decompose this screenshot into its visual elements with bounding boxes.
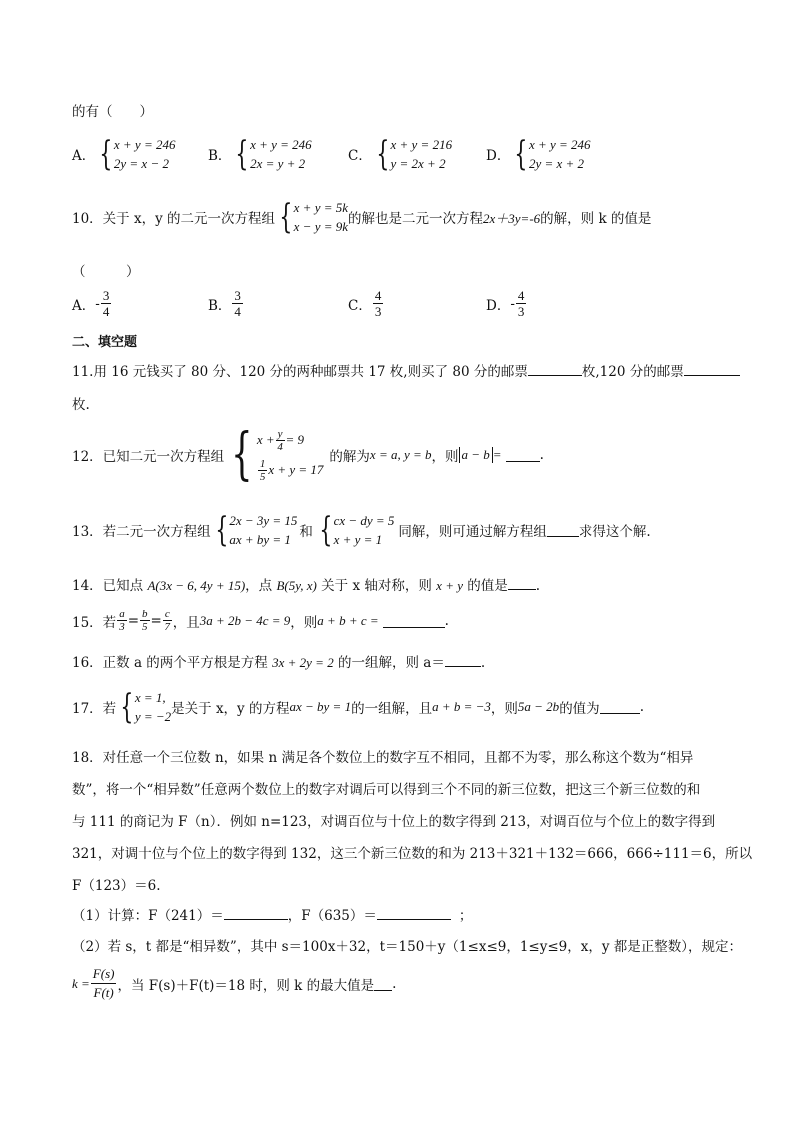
q13-stem: 13．若二元一次方程组 { 2x − 3y = 15 ax + by = 1 和 { cx − dy = 5 x + y = 1 同解，则可通过解方程组 求得这个解.: [72, 510, 651, 550]
q18-part2-cont: [72, 965, 396, 1002]
numerator: 4: [374, 288, 382, 303]
q15-end: .: [444, 612, 449, 629]
q17-text: ，则: [490, 701, 518, 717]
q16-text: 16．正数 a 的两个平方根是方程: [72, 655, 273, 671]
option-label: D．: [486, 148, 511, 164]
equation: 2x = y + 2: [250, 156, 306, 171]
equation: y = −2: [134, 709, 172, 724]
q9-option-c[interactable]: C． { x + y = 216 y = 2x + 2: [348, 134, 453, 174]
q14-text: 14．已知点: [72, 578, 148, 594]
q16-text: 的一组解，则 a＝: [333, 655, 445, 671]
numerator: c: [164, 608, 170, 620]
point-a: A(3x − 6, 4y + 15): [147, 578, 246, 593]
q17-equation: ax − by = 1: [289, 699, 352, 714]
answer-blank[interactable]: [383, 614, 445, 628]
numerator: y: [277, 427, 283, 440]
option-label: B．: [208, 297, 232, 314]
q17-text: 的一组解，且: [351, 701, 433, 717]
answer-blank[interactable]: [445, 653, 481, 667]
denominator: 5: [259, 470, 266, 483]
q17-expr: 5a − 2b: [517, 699, 560, 714]
q16-end: .: [480, 655, 486, 671]
numerator: 3: [234, 288, 241, 303]
option-label: C．: [348, 148, 372, 164]
equation: x + y = 216: [390, 137, 453, 152]
q10-paren: （ ）: [72, 264, 140, 280]
q11-text: 枚,120 分的邮票: [581, 364, 684, 380]
answer-blank[interactable]: [684, 362, 740, 376]
equation: = 9: [285, 432, 305, 447]
q18-text: （1）计算：F（241）＝: [72, 908, 224, 924]
numerator: b: [142, 608, 148, 620]
numerator: 4: [517, 288, 525, 303]
equation: x + y = 246: [113, 137, 176, 152]
q12-stem: 12．已知二元一次方程组 { x + $\frac{y}{4}$ = 9 $\frac{1}{5}$ x + y = 17 的解为 x = a, y = b ，则 a − b = .: [72, 422, 544, 487]
q9-tail: 的有（ ）: [72, 104, 153, 120]
q14-stem: [72, 574, 540, 594]
numerator: F(s): [91, 965, 117, 984]
q12-eqsign: =: [492, 447, 502, 462]
q11-text: 11.用 16 元钱买了 80 分、120 分的两种邮票共 17 枚,则买了 80 分的邮票: [72, 364, 528, 380]
q17-condition: a + b = −3: [432, 699, 491, 714]
denominator: F(t): [93, 985, 114, 1000]
q13-prefix: 13．若二元一次方程组: [72, 524, 211, 540]
option-label: C．: [348, 297, 372, 314]
equation: x + y = 246: [528, 137, 591, 152]
q10-stem: 10．关于 x，y 的二元一次方程组 { x + y = 5k x − y = 9k 的解也是二元一次方程 2x＋3y=-6 的解，则 k 的值是: [72, 197, 652, 237]
q13-and: 和: [299, 524, 313, 540]
equation: x + y = 1: [333, 532, 383, 547]
q14-text: ，点: [245, 578, 277, 594]
answer-blank[interactable]: [508, 576, 536, 590]
q18-line: 与 111 的商记为 F（n）．例如 n=123，对调百位与十位上的数字得到 213，对调百位与个位上的数字得到: [72, 814, 716, 830]
equation: cx − dy = 5: [333, 513, 395, 528]
answer-blank[interactable]: [528, 362, 582, 376]
q9-option-b[interactable]: B． { x + y = 246 2x = y + 2: [208, 134, 312, 174]
option-label: A．: [72, 297, 96, 314]
q18-text: ；: [458, 908, 473, 924]
q13-suffix: 求得这个解.: [578, 524, 651, 540]
q9-option-d[interactable]: D． { x + y = 246 2y = x + 2: [486, 134, 591, 174]
numerator: 1: [259, 457, 266, 470]
denominator: 3: [517, 304, 525, 319]
q10-option-b[interactable]: [208, 288, 244, 319]
q18-text: ，F（635）＝: [287, 908, 377, 924]
q15-equation: 3a + 2b − 4c = 9: [199, 612, 291, 628]
section-heading: 二、填空题: [72, 335, 138, 350]
equation: ax + by = 1: [229, 532, 291, 547]
answer-blank[interactable]: [547, 523, 579, 537]
equation: 2y = x + 2: [528, 156, 585, 171]
equation: x + y = 17: [268, 462, 324, 477]
k-label: k =: [72, 975, 90, 991]
q10-option-d[interactable]: [486, 288, 527, 319]
q17-text: 是关于 x，y 的方程: [171, 701, 290, 717]
q18-line: 18．对任意一个三位数 n，如果 n 满足各个数位上的数字互不相同，且都不为零，那么称这个数为“相异: [72, 750, 694, 766]
q17-text: 的值为: [559, 701, 600, 717]
q16-equation: 3x + 2y = 2: [272, 655, 334, 670]
q14-text: 关于 x 轴对称，则: [316, 578, 437, 594]
equation: x +: [256, 432, 275, 447]
q10-option-a[interactable]: [72, 288, 112, 319]
equation: 2x − 3y = 15: [229, 513, 298, 528]
q15-stem: 15．若 $\frac{a}{3}$ = $\frac{b}{5}$ = $\frac{c}{7}$ ，且 3a + 2b − 4c = 9 ，则 a + b + c = .: [72, 608, 449, 633]
q17-end: .: [639, 699, 644, 715]
q18-end: .: [392, 975, 397, 992]
q13-suffix: 同解，则可通过解方程组: [398, 524, 547, 540]
q14-expr: x + y: [436, 578, 463, 593]
q17-prefix: 17．若: [72, 701, 117, 717]
option-label: A．: [72, 148, 96, 164]
answer-blank[interactable]: [377, 906, 451, 920]
equation: 2y = x − 2: [113, 156, 169, 171]
sign: -: [510, 295, 515, 312]
equation: y = 2x + 2: [390, 156, 446, 171]
option-label: B．: [208, 148, 232, 164]
point-b: B(5y, x): [276, 578, 317, 593]
q18-line: F（123）＝6.: [72, 878, 161, 894]
denominator: 5: [142, 621, 148, 633]
q14-text: 的值是: [462, 578, 508, 594]
answer-blank[interactable]: [506, 448, 540, 462]
equation: x − y = 9k: [293, 219, 349, 234]
denominator: 4: [102, 304, 110, 319]
q15-text: ，则: [290, 614, 318, 631]
equation: x = 1,: [134, 690, 166, 705]
q9-option-a[interactable]: A． { x + y = 246 2y = x − 2: [72, 134, 176, 174]
denominator: 3: [374, 304, 382, 319]
q18-line: 数”，将一个“相异数”任意两个数位上的数字对调后可以得到三个不同的新三位数，把这三个新三位数的和: [72, 782, 701, 798]
numerator: 3: [102, 288, 110, 303]
q18-line: 321，对调十位与个位上的数字得到 132，这三个新三位数的和为 213＋321＋132＝666，666÷111＝6，所以: [72, 846, 753, 862]
equation: x + y = 5k: [293, 200, 349, 215]
q10-prefix: 10．关于 x，y 的二元一次方程组: [72, 211, 276, 227]
q12-prefix: 12．已知二元一次方程组: [72, 449, 225, 465]
q12-end: .: [539, 447, 544, 463]
q12-then: ，则: [431, 449, 459, 465]
q12-solution: x = a, y = b: [369, 447, 432, 462]
answer-blank[interactable]: [374, 977, 392, 991]
numerator: a: [119, 608, 125, 620]
answer-blank[interactable]: [600, 700, 640, 714]
q10-equation: 2x＋3y=-6: [483, 210, 541, 226]
q10-suffix: 的解，则 k 的值是: [540, 211, 652, 227]
q10-option-c[interactable]: [348, 288, 384, 319]
q15-expr: a + b + c =: [317, 612, 379, 628]
sign: -: [95, 295, 100, 312]
denominator: 7: [164, 621, 170, 633]
q18-part2: （2）若 s，t 都是“相异数”，其中 s＝100x＋32，t＝150＋y（1≤x≤9，1≤y≤9，x，y 都是正整数），规定：: [72, 939, 743, 955]
q15-text: ，且: [172, 614, 200, 631]
q18-text: ，当 F(s)＋F(t)＝18 时，则 k 的最大值是: [117, 977, 375, 994]
answer-blank[interactable]: [224, 906, 288, 920]
q11-line1: [72, 360, 740, 380]
option-label: D．: [486, 297, 511, 314]
q17-stem: 17．若 { x = 1, y = −2 是关于 x，y 的方程 ax − by = 1 的一组解，且 a + b = −3 ，则 5a − 2b 的值为 .: [72, 687, 644, 727]
q18-part1: [72, 904, 472, 924]
q12-mid: 的解为: [329, 449, 370, 465]
q14-end: .: [535, 578, 541, 594]
denominator: 3: [119, 621, 125, 633]
q10-mid: 的解也是二元一次方程: [348, 211, 484, 227]
q15-prefix: 15．若: [72, 614, 117, 631]
q11-line2: 枚.: [72, 397, 90, 413]
denominator: 4: [277, 440, 283, 453]
equation: x + y = 246: [250, 137, 312, 152]
q12-abs: a − b: [459, 447, 493, 463]
denominator: 4: [234, 304, 241, 319]
q16-stem: [72, 651, 485, 671]
